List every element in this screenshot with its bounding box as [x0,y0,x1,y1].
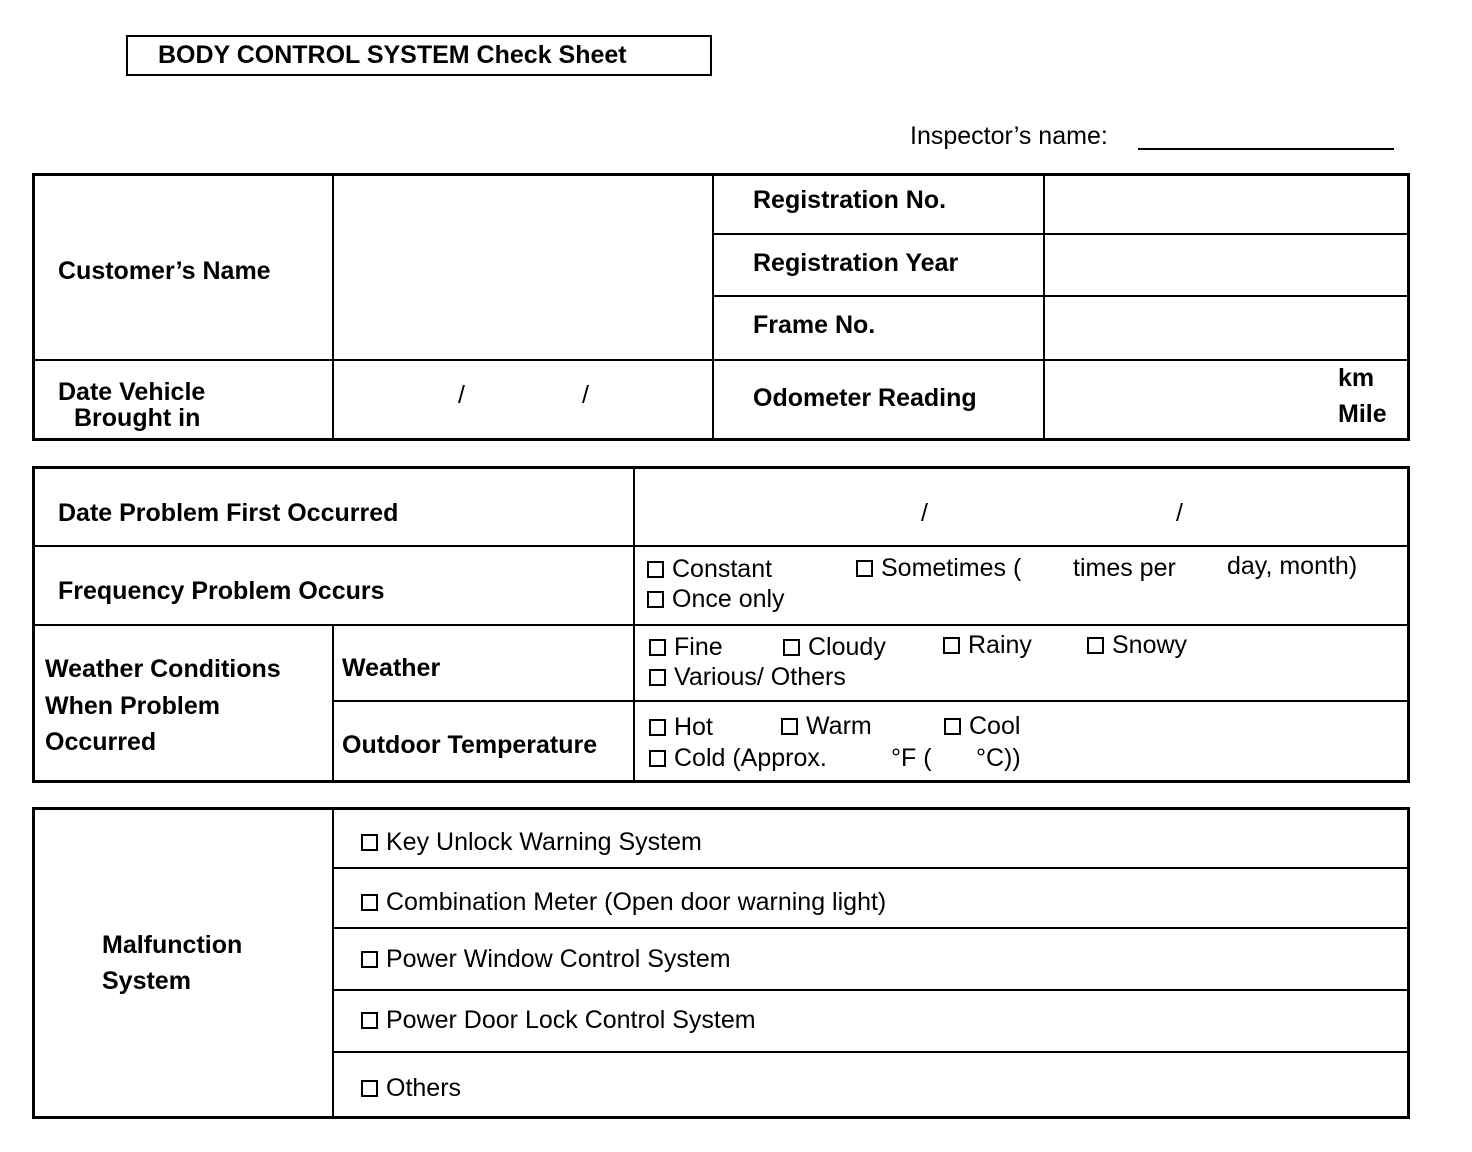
weather-rainy-label: Rainy [968,631,1032,659]
weather-snowy-checkbox[interactable] [1087,637,1104,654]
malfunction-combination-meter-label: Combination Meter (Open door warning light) [386,888,887,916]
vehicle-row-divider-1 [712,233,1409,235]
weather-cloudy-checkbox[interactable] [783,639,800,656]
frequency-constant-checkbox[interactable] [647,561,664,578]
date-first-occurred-input[interactable] [637,470,1407,543]
vehicle-divider-2 [712,175,714,439]
weather-conditions-label-line1: Weather Conditions [45,655,281,683]
date-brought-separator-2: / [582,381,589,409]
outdoor-temperature-label: Outdoor Temperature [342,731,598,759]
malfunction-row-divider-3 [332,989,1409,991]
odometer-unit-mile: Mile [1338,400,1387,428]
temperature-cold-option[interactable] [649,743,827,773]
inspector-name-label: Inspector’s name: [910,122,1108,150]
weather-snowy-option[interactable] [1087,630,1187,660]
vehicle-divider-3 [1043,175,1045,439]
frequency-once-only-option[interactable] [647,584,785,614]
weather-fine-label: Fine [674,633,723,661]
weather-conditions-label-line3: Occurred [45,728,157,756]
malfunction-power-window-checkbox[interactable] [361,951,378,968]
weather-conditions-label-line2: When Problem [45,692,221,720]
temperature-warm-checkbox[interactable] [781,718,798,735]
temperature-warm-option[interactable] [781,711,872,741]
frequency-sometimes-checkbox[interactable] [856,560,873,577]
problem-row-divider-3 [332,700,1409,702]
malfunction-label-line1: Malfunction [102,931,243,959]
malfunction-divider [332,809,334,1117]
date-brought-input[interactable] [336,363,710,437]
weather-fine-checkbox[interactable] [649,639,666,656]
temperature-cold-label: Cold (Approx. [674,744,827,772]
date-brought-label-line2: Brought in [74,404,201,432]
weather-various-checkbox[interactable] [649,669,666,686]
temperature-celsius-unit: °C)) [976,744,1021,772]
frame-no-label: Frame No. [753,311,876,339]
malfunction-combination-meter-checkbox[interactable] [361,894,378,911]
registration-year-input[interactable] [1047,237,1407,293]
temperature-cool-label: Cool [969,712,1021,740]
malfunction-option-combination-meter[interactable] [361,887,886,917]
problem-row-divider-2 [32,624,1409,626]
malfunction-power-door-lock-checkbox[interactable] [361,1012,378,1029]
temperature-hot-checkbox[interactable] [649,719,666,736]
registration-no-label: Registration No. [753,186,947,214]
malfunction-option-others[interactable] [361,1073,461,1103]
malfunction-power-window-label: Power Window Control System [386,945,731,973]
temperature-fahrenheit-unit: °F ( [891,744,932,772]
weather-snowy-label: Snowy [1112,631,1188,659]
customer-name-label: Customer’s Name [58,257,271,285]
malfunction-key-unlock-checkbox[interactable] [361,834,378,851]
problem-row-divider-1 [32,545,1409,547]
weather-label: Weather [342,654,441,682]
weather-cloudy-option[interactable] [783,632,886,662]
date-first-separator-1: / [921,499,928,527]
vehicle-divider-1 [332,175,334,439]
frame-no-input[interactable] [1047,299,1407,357]
frequency-sometimes-option[interactable] [856,553,1021,583]
weather-fine-option[interactable] [649,632,723,662]
malfunction-key-unlock-label: Key Unlock Warning System [386,828,702,856]
frequency-sometimes-label: Sometimes ( [881,554,1022,582]
odometer-input[interactable] [1047,363,1327,437]
weather-various-option[interactable] [649,662,846,692]
odometer-unit-km: km [1338,364,1375,392]
weather-various-label: Various/ Others [674,663,846,691]
date-brought-separator-1: / [458,381,465,409]
frequency-constant-option[interactable] [647,554,772,584]
malfunction-row-divider-4 [332,1051,1409,1053]
frequency-once-only-label: Once only [672,585,785,613]
malfunction-others-label: Others [386,1074,462,1102]
registration-no-input[interactable] [1047,177,1407,231]
date-first-occurred-label: Date Problem First Occurred [58,499,399,527]
weather-rainy-checkbox[interactable] [943,637,960,654]
malfunction-option-key-unlock[interactable] [361,827,702,857]
inspector-name-field[interactable] [910,120,1108,152]
frequency-once-only-checkbox[interactable] [647,591,664,608]
temperature-hot-option[interactable] [649,712,713,742]
problem-divider-weather [332,625,334,781]
weather-rainy-option[interactable] [943,630,1032,660]
odometer-label: Odometer Reading [753,384,977,412]
malfunction-row-divider-2 [332,927,1409,929]
malfunction-label-line2: System [102,967,191,995]
temperature-hot-label: Hot [674,713,713,741]
malfunction-others-checkbox[interactable] [361,1080,378,1097]
inspector-name-line[interactable] [1138,148,1394,150]
page-title: BODY CONTROL SYSTEM Check Sheet [126,35,712,76]
malfunction-option-power-window[interactable] [361,944,731,974]
weather-cloudy-label: Cloudy [808,633,886,661]
vehicle-row-divider-2 [712,295,1409,297]
temperature-warm-label: Warm [806,712,872,740]
temperature-cool-option[interactable] [944,711,1020,741]
date-first-separator-2: / [1176,499,1183,527]
temperature-cold-checkbox[interactable] [649,750,666,767]
malfunction-option-power-door-lock[interactable] [361,1005,756,1035]
frequency-label: Frequency Problem Occurs [58,577,385,605]
customer-name-input[interactable] [336,177,710,357]
malfunction-power-door-lock-label: Power Door Lock Control System [386,1006,756,1034]
registration-year-label: Registration Year [753,249,959,277]
temperature-cool-checkbox[interactable] [944,718,961,735]
vehicle-row-divider-3 [32,359,1409,361]
malfunction-row-divider-1 [332,867,1409,869]
date-brought-label-line1: Date Vehicle [58,378,206,406]
frequency-day-month-label: day, month) [1227,552,1358,580]
frequency-constant-label: Constant [672,555,773,583]
frequency-times-per-label: times per [1073,554,1176,582]
